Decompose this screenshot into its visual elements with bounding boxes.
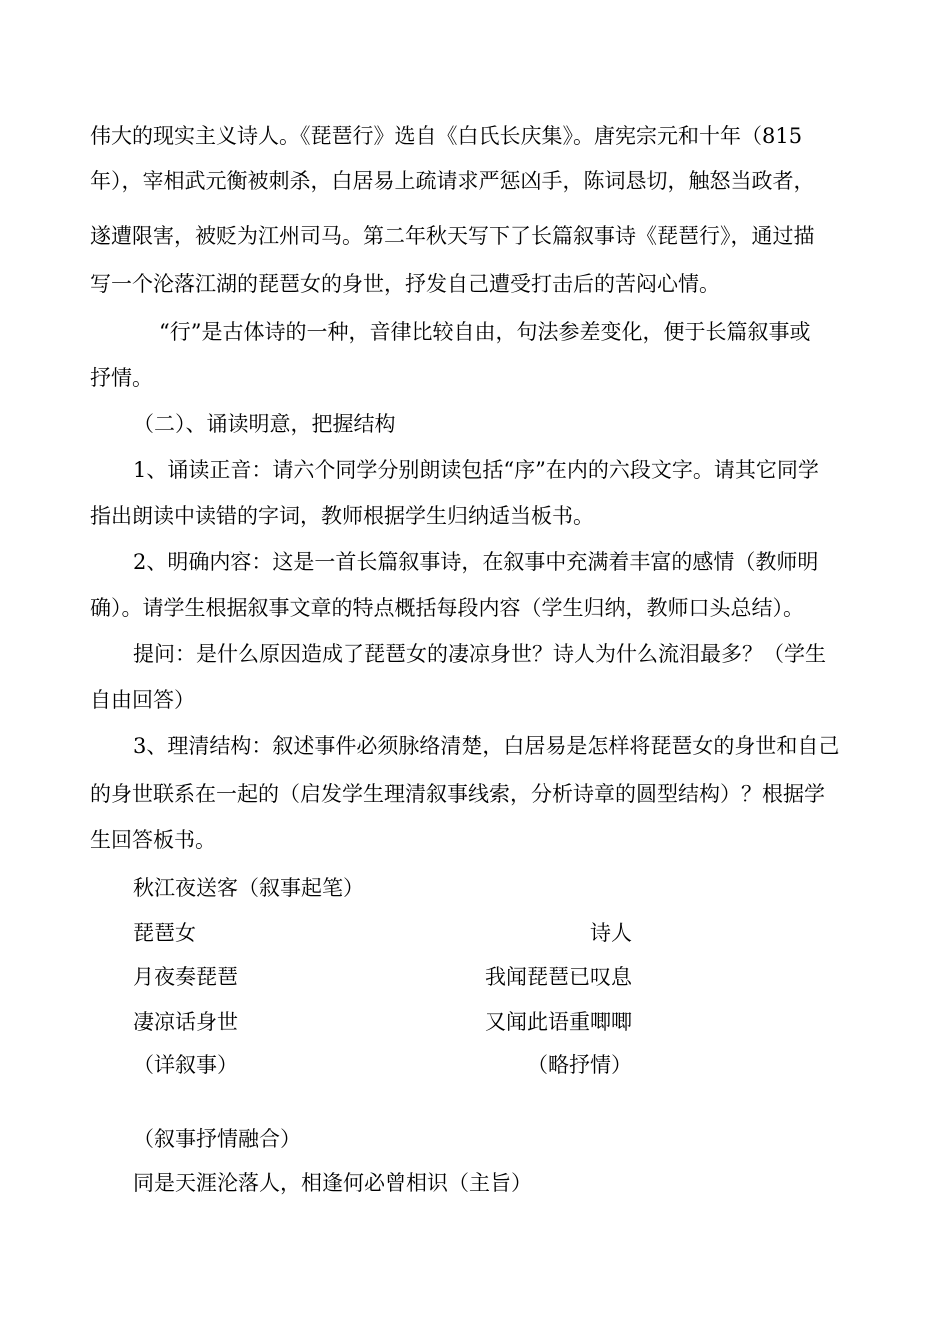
step2-line-2: 确）。请学生根据叙事文章的特点概括每段内容（学生归纳，教师口头总结）。 <box>90 596 804 620</box>
question-line-1: 提问：是什么原因造成了琵琶女的凄凉身世？诗人为什么流泪最多？（学生 <box>133 642 826 666</box>
board-left-3: 凄凉话身世 <box>133 1010 238 1034</box>
board-theme: 同是天涯沦落人，相逢何必曾相识（主旨） <box>133 1171 532 1195</box>
intro-line-3: 遂遭限害，被贬为江州司马。第二年秋天写下了长篇叙事诗《琵琶行》，通过描 <box>90 224 815 248</box>
board-left-4: （详叙事） <box>133 1053 238 1077</box>
intro-line-2: 年），宰相武元衡被刺杀，白居易上疏请求严惩凶手，陈词恳切，触怒当政者， <box>90 169 815 193</box>
board-fusion: （叙事抒情融合） <box>133 1127 301 1151</box>
board-right-3: 又闻此语重唧唧 <box>485 1010 632 1034</box>
section2-heading: （二）、诵读明意，把握结构 <box>133 412 396 436</box>
xing-line-1: “行”是古体诗的一种，音律比较自由，句法参差变化，便于长篇叙事或 <box>159 320 811 344</box>
board-right-1: 诗人 <box>590 921 632 945</box>
step1-line-1: 1、诵读正音：请六个同学分别朗读包括“序”在内的六段文字。请其它同学 <box>133 458 819 482</box>
question-line-2: 自由回答） <box>90 688 195 712</box>
intro-line-1: 伟大的现实主义诗人。《琵琶行》选自《白氏长庆集》。唐宪宗元和十年（815 <box>90 124 803 148</box>
step1-line-2: 指出朗读中读错的字词，教师根据学生归纳适当板书。 <box>90 504 594 528</box>
intro-line-4: 写一个沦落江湖的琵琶女的身世，抒发自己遭受打击后的苦闷心情。 <box>90 272 720 296</box>
board-right-2: 我闻琵琶已叹息 <box>485 965 632 989</box>
step2-line-1: 2、明确内容：这是一首长篇叙事诗，在叙事中充满着丰富的感情（教师明 <box>133 550 819 574</box>
xing-line-2: 抒情。 <box>90 366 153 390</box>
board-left-2: 月夜奏琵琶 <box>133 965 238 989</box>
board-right-4: （略抒情） <box>527 1053 632 1077</box>
step3-line-2: 的身世联系在一起的（启发学生理清叙事线索，分析诗章的圆型结构）？根据学 <box>90 782 825 806</box>
board-opening: 秋江夜送客（叙事起笔） <box>133 876 364 900</box>
step3-line-3: 生回答板书。 <box>90 828 216 852</box>
step3-line-1: 3、理清结构：叙述事件必须脉络清楚，白居易是怎样将琵琶女的身世和自己 <box>133 734 840 758</box>
board-left-1: 琵琶女 <box>133 921 196 945</box>
